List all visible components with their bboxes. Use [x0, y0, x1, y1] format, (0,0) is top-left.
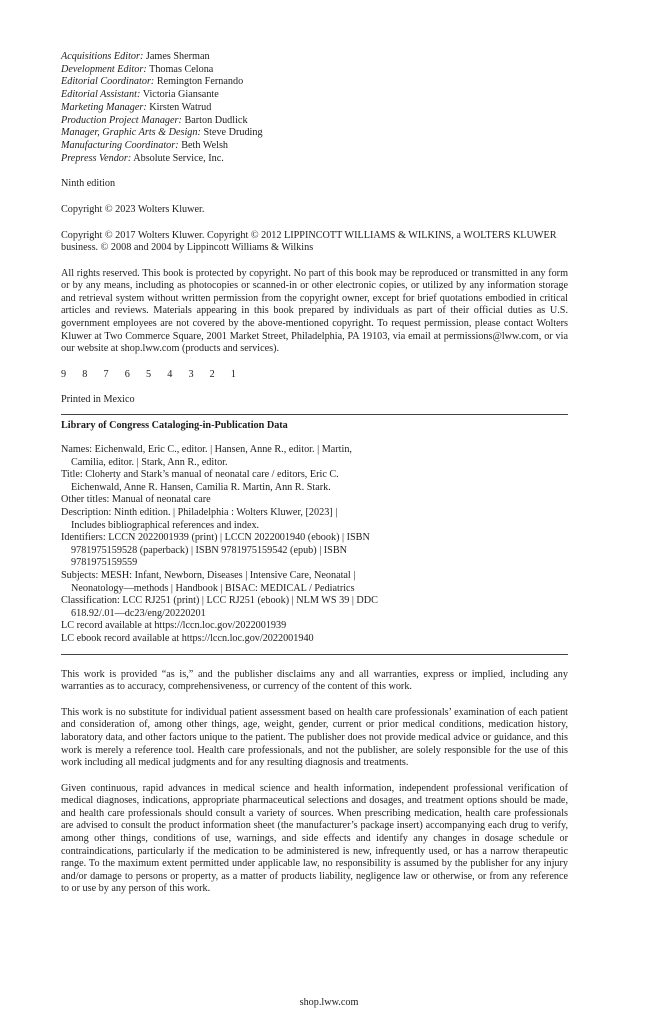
copyright-prior: Copyright © 2017 Wolters Kluwer. Copyright © 2012 LIPPINCOTT WILLIAMS & WILKINS, a WOLTERS KLUWER business. © 2008 and 2004 by Lippincott Williams & Wilkins — [61, 229, 557, 254]
cip-block — [61, 444, 568, 646]
cip-other-titles: Other titles: Manual of neonatal care — [61, 494, 211, 506]
edition: Ninth edition — [61, 178, 116, 190]
rights-statement: All rights reserved. This book is protected by copyright. No part of this book may be reproduced or transmitted in any form or by any means, including as photocopies or scanned-in or other electronic copies, or utilized by any information storage and retrieval system without written permission from the copyright owner, except for brief quotations embodied in critical articles and reviews. Materials appearing in this book prepared by individuals as part of their official duties as U.S. government employees are not covered by the above-mentioned copyright. To request permission, please contact Wolters Kluwer at Two Commerce Square, 2001 Market Street, Philadelphia, PA 19103, via email at permissions@lww.com, or via our website at shop.lww.com (products and services). — [61, 267, 568, 355]
cip-subjects: Subjects: MESH: Infant, Newborn, Diseases | Intensive Care, Neonatal | Neonatology—methods | Handbook | BISAC: MEDICAL / Pediatrics — [61, 569, 356, 594]
credit-development-editor: Development Editor: Thomas Celona — [61, 63, 214, 75]
credit-acquisitions-editor: Acquisitions Editor: James Sherman — [61, 51, 210, 62]
disclaimer-verification: Given continuous, rapid advances in medical science and health information, independent professional verification of medical diagnoses, indications, appropriate pharmaceutical selections and dosages, and treatment options should be made, and health care professionals should consult a variety of sources. When prescribing medication, health care professionals are advised to consult the product information sheet (the manufacturer’s package insert) accompanying each drug to verify, among other things, conditions of use, warnings, and side effects and identify any changes in dosage schedule or contraindications, particularly if the medication to be administered is new, infrequently used, or has a narrow therapeutic range. To the maximum extent permitted under applicable law, no responsibility is assumed by the publisher for any injury and/or damage to persons or property, as a matter of products liability, negligence law or otherwise, or from any reference to or use by any person of this work. — [61, 782, 568, 895]
credit-editorial-assistant: Editorial Assistant: Victoria Giansante — [61, 89, 219, 101]
cip-title-entry: Title: Cloherty and Stark’s manual of neonatal care / editors, Eric C. Eichenwald, Anne R. Hansen, Camilia R. Martin, Ann R. Stark. — [61, 469, 339, 493]
credits-block — [61, 51, 568, 165]
copyright-page — [61, 51, 568, 896]
copyright-current: Copyright © 2023 Wolters Kluwer. — [61, 203, 205, 215]
printed-in: Printed in Mexico — [61, 394, 135, 406]
disclaimer-assessment: This work is no substitute for individual patient assessment based on health care professionals’ examination of each patient and consideration of, among other things, age, weight, gender, current or prior medical conditions, medication history, laboratory data, and other factors unique to the patient. The publisher does not provide medical advice or guidance, and this work is merely a reference tool. Health care professionals, and not the publisher, are solely responsible for the use of this work including all medical judgments and for any resulting diagnosis and treatments. — [61, 706, 568, 769]
credit-graphic-arts-manager: Manager, Graphic Arts & Design: Steve Druding — [61, 127, 263, 139]
cip-classification: Classification: LCC RJ251 (print) | LCC RJ251 (ebook) | NLM WS 39 | DDC 618.92/.01—dc23/eng/20220201 — [61, 595, 378, 619]
credit-manufacturing-coordinator: Manufacturing Coordinator: Beth Welsh — [61, 139, 229, 151]
cip-title: Library of Congress Cataloging-in-Publication Data — [61, 420, 288, 432]
credit-marketing-manager: Marketing Manager: Kirsten Watrud — [61, 101, 212, 113]
cip-identifiers: Identifiers: LCCN 2022001939 (print) | LCCN 2022001940 (ebook) | ISBN 9781975159528 (paperback) | ISBN 9781975159542 (epub) | ISBN 9781975159559 — [61, 532, 370, 569]
disclaimer-warranty: This work is provided “as is,” and the publisher disclaims any and all warranties, express or implied, including any warranties as to accuracy, comprehensiveness, or currency of the content of this work. — [61, 668, 568, 693]
credit-production-manager: Production Project Manager: Barton Dudlick — [61, 114, 248, 126]
cip-names: Names: Eichenwald, Eric C., editor. | Hansen, Anne R., editor. | Martin, Camilia, editor. | Stark, Ann R., editor. — [61, 444, 352, 468]
cip-lc-record: LC record available at https://lccn.loc.gov/2022001939 — [61, 620, 287, 632]
credit-editorial-coordinator: Editorial Coordinator: Remington Fernando — [61, 76, 244, 88]
footer-url: shop.lww.com — [299, 997, 359, 1008]
print-line: 9 8 7 6 5 4 3 2 1 — [61, 368, 243, 380]
cip-lc-ebook-record: LC ebook record available at https://lccn.loc.gov/2022001940 — [61, 632, 314, 644]
credit-prepress-vendor: Prepress Vendor: Absolute Service, Inc. — [61, 152, 224, 164]
cip-description: Description: Ninth edition. | Philadelphia : Wolters Kluwer, [2023] | Includes bibliographical references and index. — [61, 507, 338, 531]
